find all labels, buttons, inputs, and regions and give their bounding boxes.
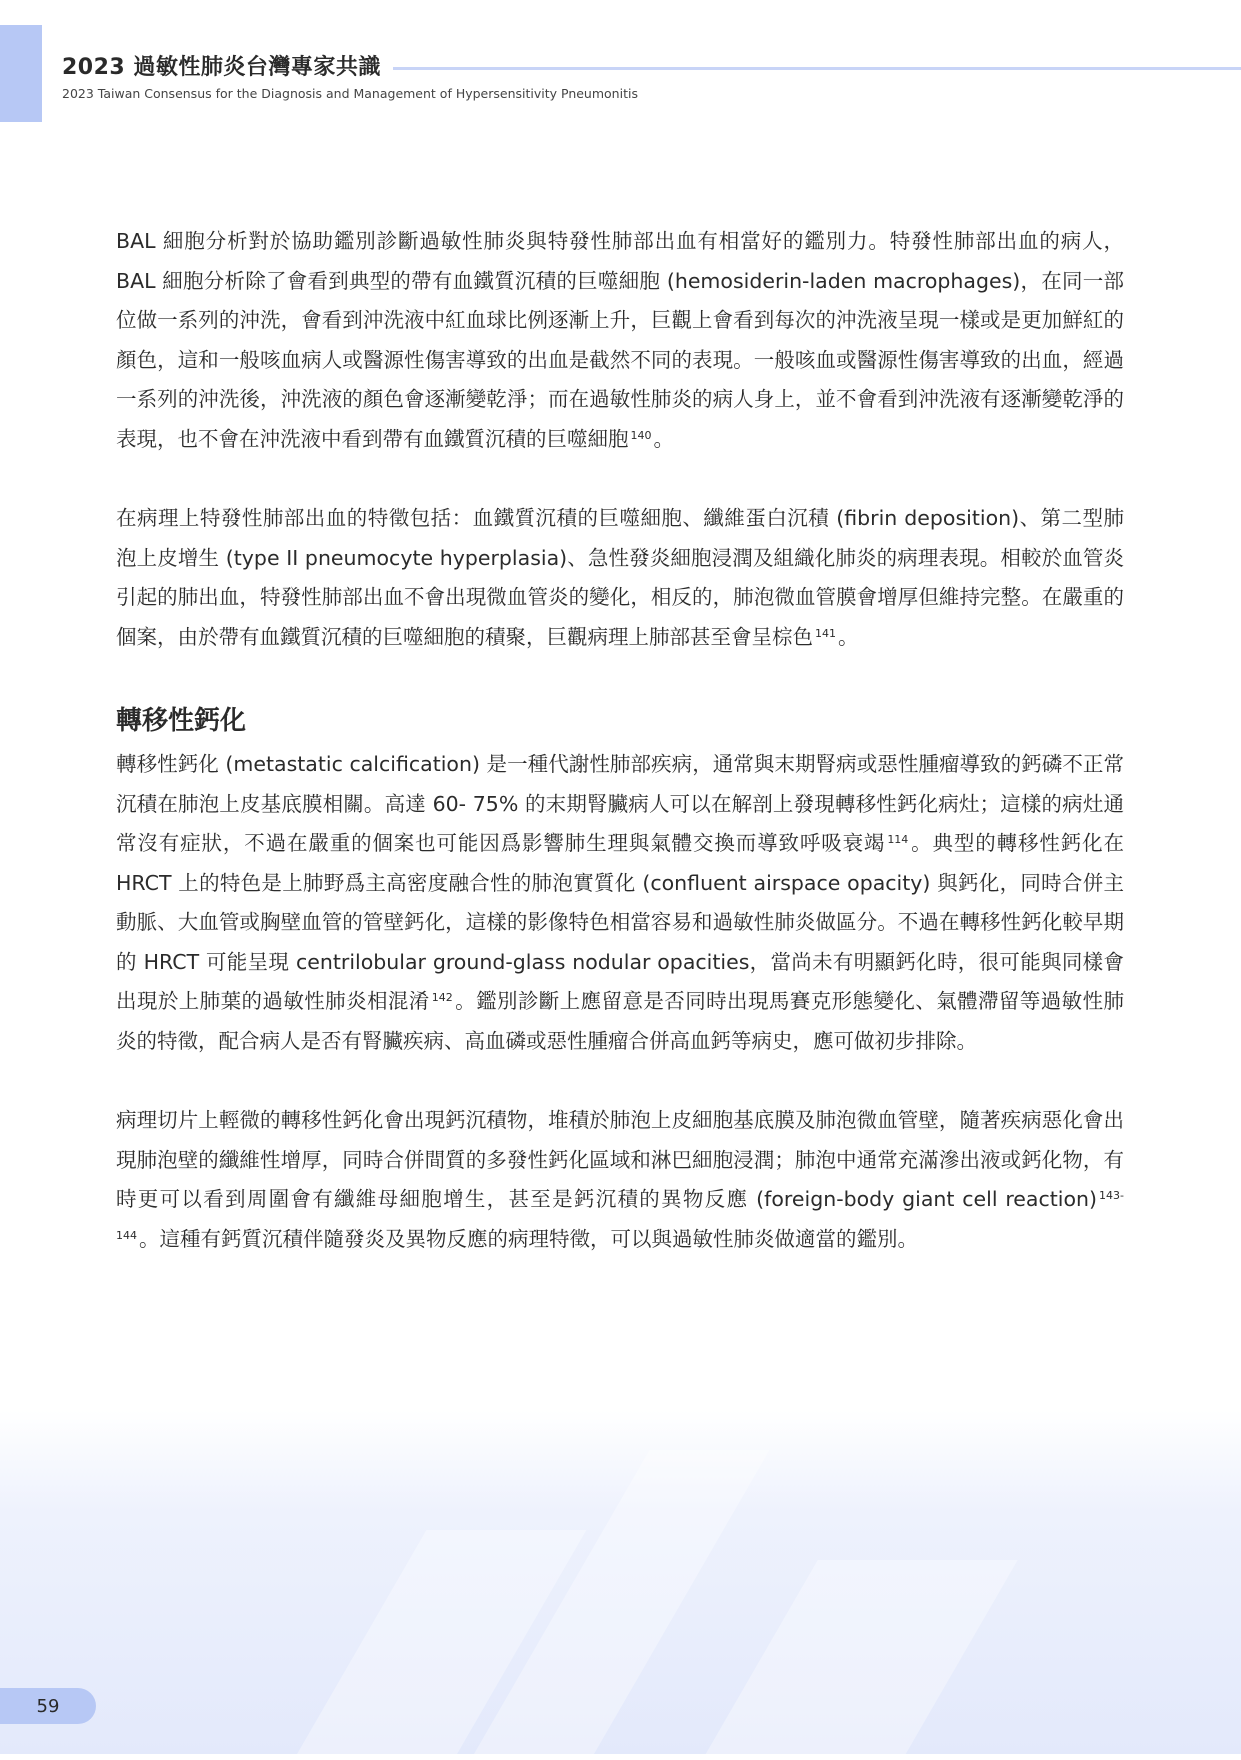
paragraph-text: 。典型的轉移性鈣化在 HRCT 上的特色是上肺野爲主高密度融合性的肺泡實質化 (confluent airspace opacity) 與鈣化，同時合併主動脈、大血管或胸壁血管的管壁鈣化，這樣的影像特色相當容易和過敏性肺炎做區分。不過在轉移性鈣化較早期的 HRCT 可能呈現 centrilobular ground-glass nodular opacities，當尚未有明顯鈣化時，很可能與同樣會出現於上肺葉的過敏性肺炎相混淆 bbox=[116, 831, 1125, 1013]
paragraph-pathology-calcification bbox=[116, 1101, 1124, 1259]
decorative-stripe bbox=[702, 1560, 1017, 1760]
paragraph-tail: 。 bbox=[838, 624, 859, 649]
paragraph-text: BAL 細胞分析對於協助鑑別診斷過敏性肺炎與特發性肺部出血有相當好的鑑別力。特發性肺部出血的病人，BAL 細胞分析除了會看到典型的帶有血鐵質沉積的巨噬細胞 (hemosiderin-laden macrophages)，在同一部位做一系列的沖洗，會看到沖洗液中紅血球比例逐漸上升，巨觀上會看到每次的沖洗液呈現一樣或是更加鮮紅的顏色，這和一般咳血病人或醫源性傷害導致的出血是截然不同的表現。一般咳血或醫源性傷害導致的出血，經過一系列的沖洗後，沖洗液的顏色會逐漸變乾淨；而在過敏性肺炎的病人身上，並不會看到沖洗液有逐漸變乾淨的表現，也不會在沖洗液中看到帶有血鐵質沉積的巨噬細胞 bbox=[116, 229, 1124, 451]
citation-ref: 140 bbox=[630, 428, 652, 442]
citation-ref: 143-144 bbox=[116, 1189, 1124, 1242]
citation-ref: 114 bbox=[887, 833, 909, 846]
paragraph-text: 。這種有鈣質沉積伴隨發炎及異物反應的病理特徵，可以與過敏性肺炎做適當的鑑別。 bbox=[139, 1226, 918, 1251]
paragraph-pathology-hemorrhage bbox=[116, 499, 1124, 657]
header-accent-tab bbox=[0, 25, 42, 122]
header-divider bbox=[393, 67, 1241, 70]
main-content bbox=[116, 222, 1124, 1259]
paragraph-tail: 。 bbox=[653, 426, 674, 451]
paragraph-metastatic-calcification bbox=[116, 745, 1124, 1061]
citation-ref: 141 bbox=[815, 626, 836, 640]
paragraph-text: 在病理上特發性肺部出血的特徵包括：血鐵質沉積的巨噬細胞、纖維蛋白沉積 (fibrin deposition)、第二型肺泡上皮增生 (type II pneumocyte hyperplasia)、急性發炎細胞浸潤及組織化肺炎的病理表現。相較於血管炎引起的肺出血，特發性肺部出血不會出現微血管炎的變化，相反的，肺泡微血管膜會增厚但維持完整。在嚴重的個案，由於帶有血鐵質沉積的巨噬細胞的積聚，巨觀病理上肺部甚至會呈棕色 bbox=[116, 506, 1124, 649]
paragraph-text: 病理切片上輕微的轉移性鈣化會出現鈣沉積物，堆積於肺泡上皮細胞基底膜及肺泡微血管壁，隨著疾病惡化會出現肺泡壁的纖維性增厚，同時合併間質的多發性鈣化區域和淋巴細胞浸潤；肺泡中通常充滿滲出液或鈣化物，有時更可以看到周圍會有纖維母細胞增生，甚至是鈣沉積的異物反應 (foreign-body giant cell reaction) bbox=[116, 1108, 1124, 1211]
paragraph-text: 轉移性鈣化 (metastatic calcification) 是一種代謝性肺部疾病，通常與末期腎病或惡性腫瘤導致的鈣磷不正常沉積在肺泡上皮基底膜相關。高達 60- 75% 的末期腎臟病人可以在解剖上發現轉移性鈣化病灶；這樣的病灶通常沒有症狀，不過在嚴重的個案也可能因爲影響肺生理與氣體交換而導致呼吸衰竭 bbox=[116, 752, 1124, 855]
citation-ref: 142 bbox=[431, 991, 453, 1004]
page-header-subtitle: 2023 Taiwan Consensus for the Diagnosis and Management of Hypersensitivity Pneumonitis bbox=[62, 86, 638, 101]
page-number-badge bbox=[0, 1688, 96, 1724]
background-gradient bbox=[0, 1410, 1241, 1754]
page-number: 59 bbox=[36, 1695, 60, 1717]
page-header-title: 2023 過敏性肺炎台灣專家共識 bbox=[62, 55, 381, 80]
section-heading-metastatic-calcification: 轉移性鈣化 bbox=[116, 706, 247, 736]
paragraph-bal-analysis bbox=[116, 222, 1124, 459]
paragraph-text: 。鑑別診斷上應留意是否同時出現馬賽克形態變化、氣體滯留等過敏性肺炎的特徵，配合病人是否有腎臟疾病、高血磷或惡性腫瘤合併高血鈣等病史，應可做初步排除。 bbox=[116, 989, 1125, 1053]
